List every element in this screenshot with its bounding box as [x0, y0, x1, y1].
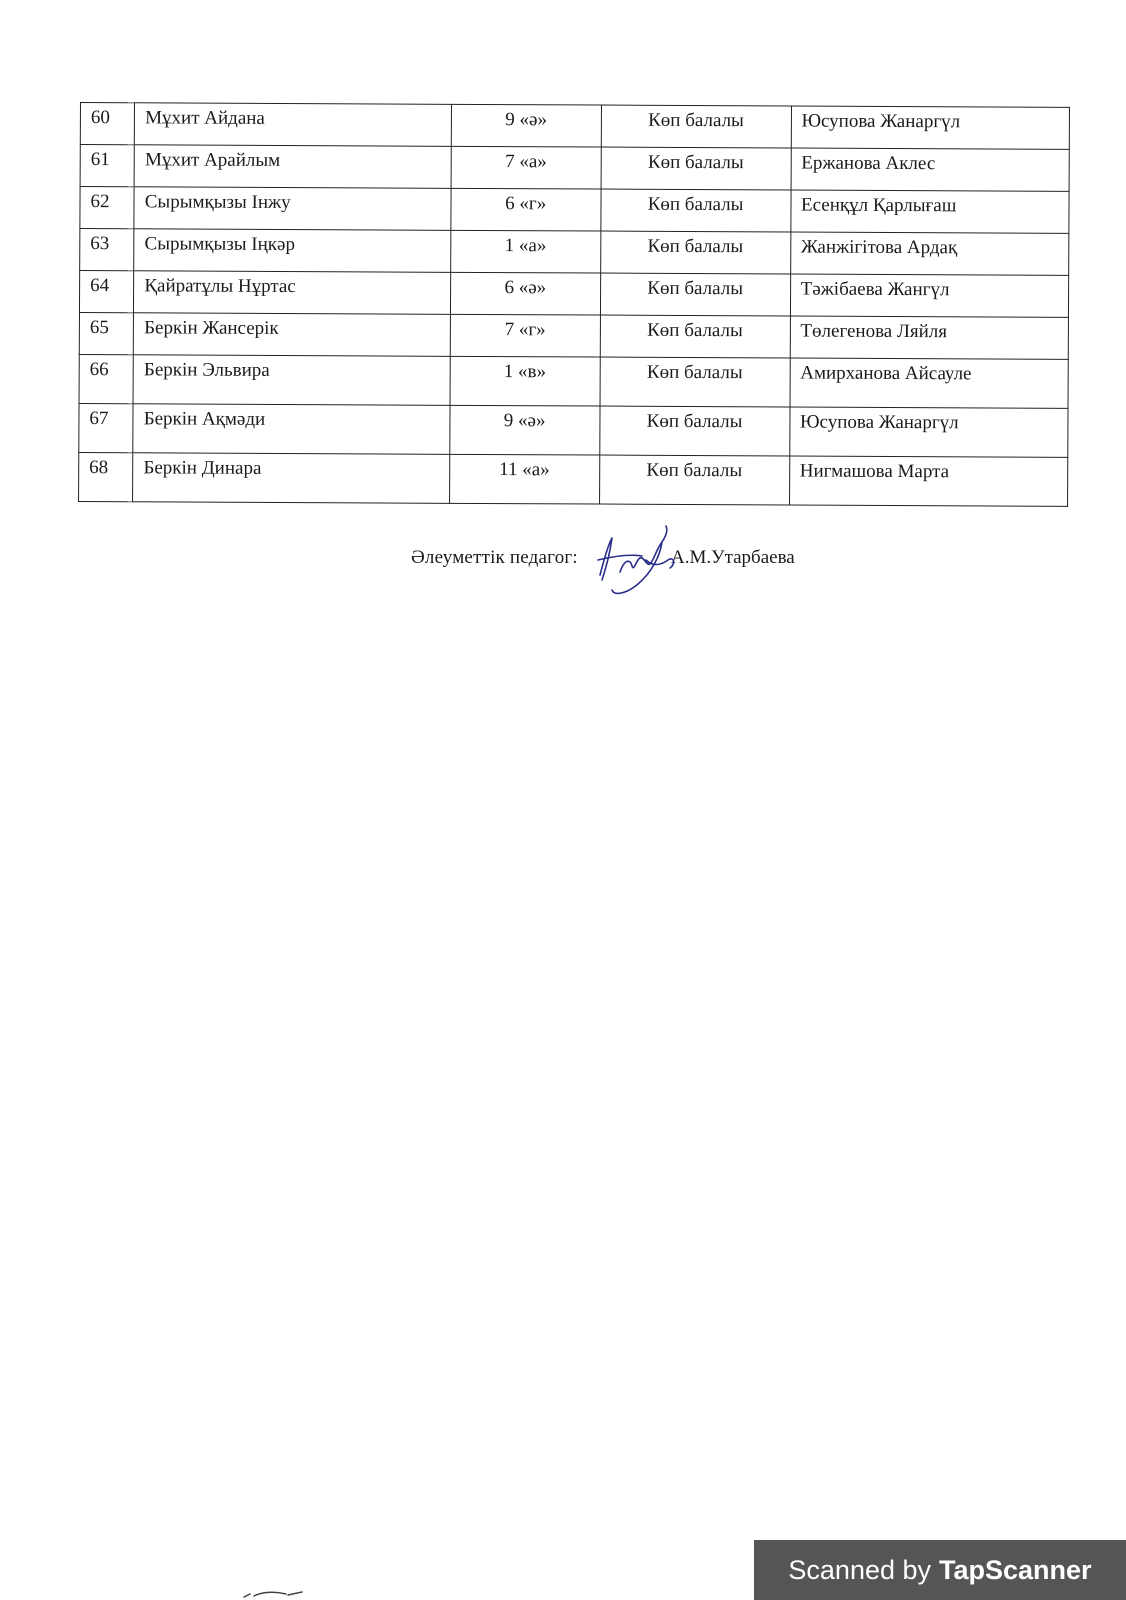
table-row: [79, 271, 1068, 318]
cell-teacher: Жанжігітова Ардақ: [790, 232, 1069, 275]
cell-category: Көп балалы: [599, 455, 789, 505]
cell-grade: 7 «а»: [451, 146, 601, 189]
cell-student-name: Сырымқызы Інжу: [134, 187, 451, 231]
cell-category: Көп балалы: [600, 231, 790, 274]
cell-grade: 7 «г»: [450, 314, 600, 357]
table-row: [79, 403, 1068, 457]
cell-teacher: Ержанова Аклес: [791, 148, 1070, 191]
cell-number: 62: [80, 187, 134, 229]
cell-teacher: Юсупова Жанаргүл: [789, 407, 1068, 457]
cell-category: Көп балалы: [599, 406, 789, 456]
student-table-body: [79, 103, 1070, 507]
cell-number: 61: [80, 145, 134, 187]
table-row: [80, 145, 1069, 192]
student-table: [78, 102, 1070, 507]
cell-student-name: Қайратұлы Нұртас: [134, 271, 451, 315]
cell-grade: 1 «а»: [451, 230, 601, 273]
table-row: [79, 452, 1068, 506]
cell-category: Көп балалы: [601, 147, 791, 190]
handwritten-signature-icon: [590, 520, 685, 602]
cell-number: 60: [80, 103, 134, 145]
table-row: [79, 354, 1068, 408]
table-row: [80, 103, 1069, 150]
cell-category: Көп балалы: [601, 105, 791, 148]
cell-teacher: Төлегенова Ляйля: [790, 316, 1069, 359]
cell-grade: 9 «ә»: [451, 104, 601, 147]
cell-number: 63: [80, 229, 134, 271]
cell-student-name: Беркін Ақмәди: [133, 404, 450, 455]
cell-number: 64: [79, 271, 133, 313]
watermark-brand: TapScanner: [939, 1554, 1092, 1585]
signer-role: Әлеуметтік педагог:: [411, 547, 578, 568]
cell-category: Көп балалы: [600, 273, 790, 316]
cell-student-name: Беркін Эльвира: [133, 355, 450, 406]
cell-grade: 9 «ә»: [450, 405, 600, 455]
table-row: [79, 312, 1068, 359]
cell-student-name: Беркін Жансерік: [134, 313, 451, 357]
cell-number: 65: [79, 312, 133, 354]
cell-teacher: Юсупова Жанаргүл: [791, 106, 1070, 149]
cell-number: 67: [79, 403, 134, 452]
cell-teacher: Тәжібаева Жангүл: [790, 274, 1069, 317]
cell-teacher: Амирханова Айсауле: [790, 358, 1069, 408]
cell-student-name: Сырымқызы Іңкәр: [134, 229, 451, 273]
cell-number: 66: [79, 354, 134, 403]
cell-grade: 11 «а»: [449, 454, 599, 504]
cell-category: Көп балалы: [600, 315, 790, 358]
cell-number: 68: [79, 452, 134, 501]
cell-category: Көп балалы: [600, 189, 790, 232]
cell-student-name: Беркін Динара: [133, 453, 450, 504]
cell-student-name: Мұхит Айдана: [135, 103, 452, 147]
watermark-prefix: Scanned by: [788, 1554, 932, 1585]
cell-student-name: Мұхит Арайлым: [134, 145, 451, 189]
signature-line: [411, 547, 795, 569]
table-row: [80, 187, 1069, 234]
cell-grade: 1 «в»: [450, 356, 600, 406]
scan-edge-mark: [240, 1588, 310, 1600]
signer-name: А.М.Утарбаева: [671, 547, 795, 568]
table-row: [80, 229, 1069, 276]
cell-grade: 6 «ә»: [450, 272, 600, 315]
scanner-watermark: [754, 1540, 1126, 1600]
cell-category: Көп балалы: [600, 357, 790, 407]
cell-teacher: Нигмашова Марта: [789, 456, 1068, 506]
cell-teacher: Есенқұл Қарлығаш: [790, 190, 1069, 233]
cell-grade: 6 «г»: [451, 188, 601, 231]
